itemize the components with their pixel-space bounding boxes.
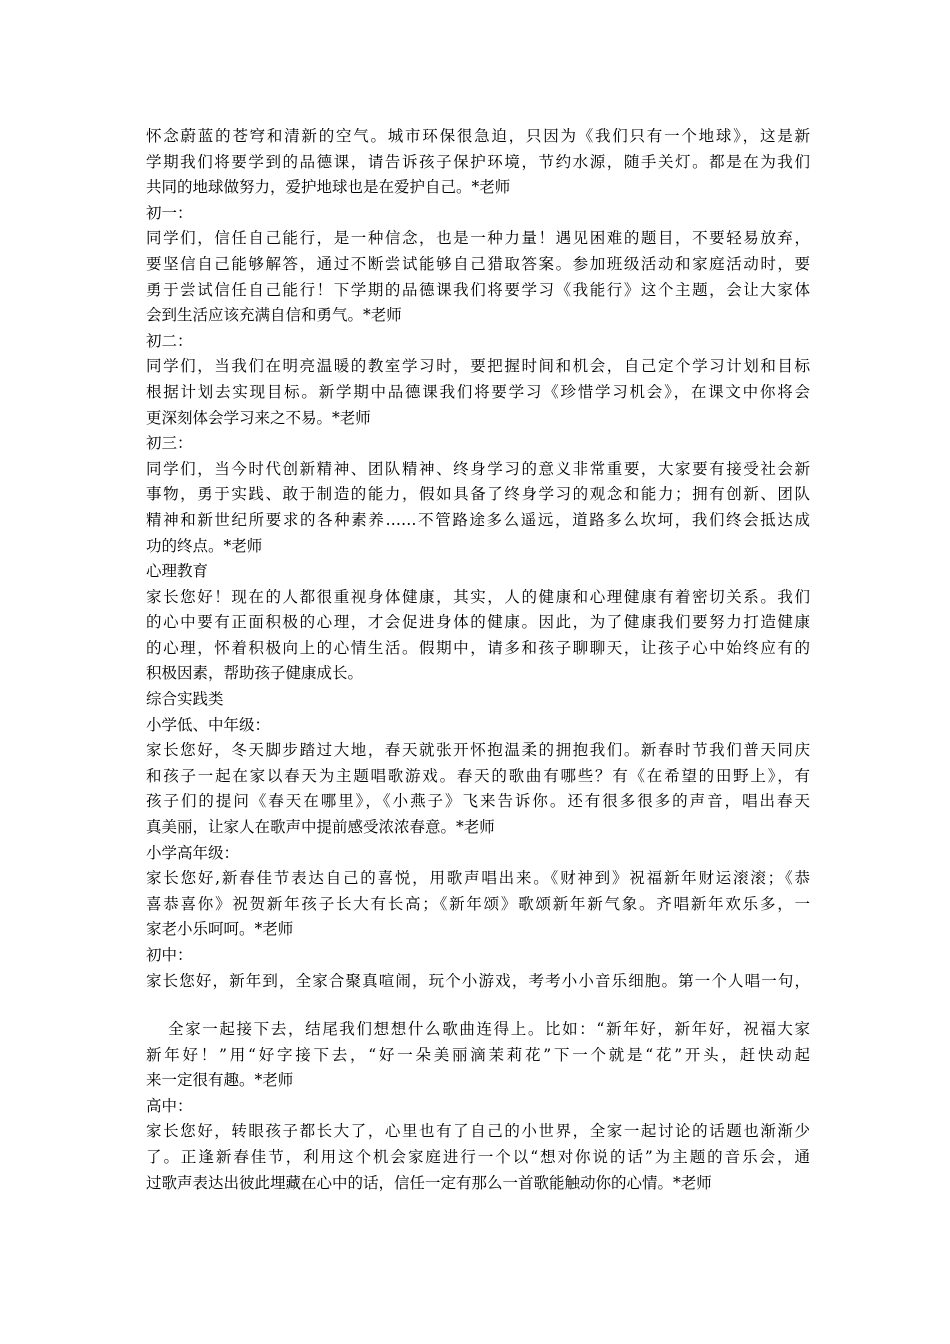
text-line: 学期我们将要学到的品德课，请告诉孩子保护环境，节约水源，随手关灯。都是在为我们	[146, 152, 810, 171]
text-line: 家长您好，新年到，全家合聚真喧闹，玩个小游戏，考考小小音乐细胞。第一个人唱一句，	[146, 971, 810, 990]
text-line: 来一定很有趣。*老师	[146, 1071, 294, 1090]
text-line: 积极因素，帮助孩子健康成长。	[146, 664, 364, 683]
text-line: 喜恭喜你》祝贺新年孩子长大有长高；《新年颂》歌颂新年新气象。齐唱新年欢乐多，一	[146, 894, 810, 913]
text-line: 功的终点。*老师	[146, 536, 263, 555]
text-line: 全家一起接下去，结尾我们想想什么歌曲连得上。比如：“新年好，新年好，祝福大家	[168, 1020, 810, 1038]
text-line: 家长您好，转眼孩子都长大了，心里也有了自己的小世界，全家一起讨论的话题也渐渐少	[146, 1122, 810, 1141]
text-line: 了。正逢新春佳节，利用这个机会家庭进行一个以“想对你说的话”为主题的音乐会，通	[146, 1147, 810, 1166]
text-line: 和孩子一起在家以春天为主题唱歌游戏。春天的歌曲有哪些？有《在希望的田野上》，有	[146, 766, 810, 785]
text-line: 家老小乐呵呵。*老师	[146, 920, 294, 939]
text-line: 更深刻体会学习来之不易。*老师	[146, 408, 371, 427]
text-line: 会到生活应该充满自信和勇气。*老师	[146, 306, 402, 325]
text-line: 家长您好，冬天脚步踏过大地，春天就张开怀抱温柔的拥抱我们。新春时节我们普天同庆	[146, 741, 810, 760]
document-page-upper	[146, 124, 810, 994]
text-line: 高中：	[146, 1096, 193, 1115]
text-line: 精神和新世纪所要求的各种素养……不管路途多么遥远，道路多么坎坷，我们终会抵达成	[146, 510, 810, 529]
text-line: 真美丽，让家人在歌声中提前感受浓浓春意。*老师	[146, 818, 495, 837]
text-line: 的心理，怀着积极向上的心情生活。假期中，请多和孩子聊聊天，让孩子心中始终应有的	[146, 638, 810, 657]
text-line: 要坚信自己能够解答，通过不断尝试能够自己猎取答案。参加班级活动和家庭活动时，要	[146, 254, 810, 273]
text-line: 事物，勇于实践、敢于制造的能力，假如具备了终身学习的观念和能力；拥有创新、团队	[146, 485, 810, 504]
text-line: 勇于尝试信任自己能行！下学期的品德课我们将要学习《我能行》这个主题，会让大家体	[146, 280, 810, 299]
text-line: 小学低、中年级：	[146, 715, 271, 734]
text-line: 同学们，信任自己能行，是一种信念，也是一种力量！遇见困难的题目，不要轻易放弃，	[146, 229, 810, 248]
text-line: 新年好！”用“好字接下去，“好一朵美丽滴茉莉花”下一个就是“花”开头，赶快动起	[146, 1045, 810, 1064]
text-line: 初中：	[146, 946, 193, 964]
text-line: 共同的地球做努力，爱护地球也是在爱护自己。*老师	[146, 178, 511, 197]
text-line: 的心中要有正面积极的心理，才会促进身体的健康。因此，为了健康我们要努力打造健康	[146, 613, 810, 632]
text-line: 同学们，当今时代创新精神、团队精神、终身学习的意义非常重要，大家要有接受社会新	[146, 459, 810, 478]
text-line: 孩子们的提问《春天在哪里》，《小燕子》飞来告诉你。还有很多很多的声音，唱出春天	[146, 792, 810, 811]
text-line: 根据计划去实现目标。新学期中品德课我们将要学习《珍惜学习机会》，在课文中你将会	[146, 382, 810, 401]
text-line: 同学们，当我们在明亮温暖的教室学习时，要把握时间和机会，自己定个学习计划和目标	[146, 357, 810, 376]
text-line: 心理教育	[146, 562, 209, 581]
text-line: 过歌声表达出彼此埋藏在心中的话，信任一定有那么一首歌能触动你的心情。*老师	[146, 1173, 712, 1192]
text-line: 怀念蔚蓝的苍穹和清新的空气。城市环保很急迫，只因为《我们只有一个地球》，这是新	[146, 127, 810, 145]
text-line: 初一：	[146, 203, 193, 222]
text-line: 家长您好！现在的人都很重视身体健康，其实，人的健康和心理健康有着密切关系。我们	[146, 587, 810, 606]
document-page-lower	[146, 1017, 810, 1196]
text-line: 初三：	[146, 434, 193, 453]
text-line: 初二：	[146, 331, 193, 350]
text-line: 家长您好,新春佳节表达自己的喜悦，用歌声唱出来。《财神到》祝福新年财运滚滚；《恭	[146, 869, 810, 888]
text-line: 小学高年级：	[146, 843, 240, 862]
text-line: 综合实践类	[146, 690, 224, 709]
